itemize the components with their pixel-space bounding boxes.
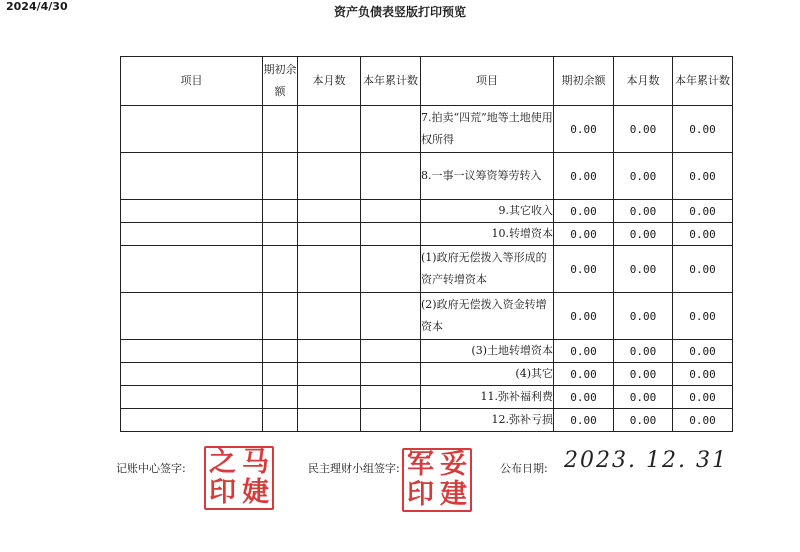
opening-balance-cell: 0.00 [554,106,614,153]
table-row [121,223,733,246]
item-label: 12.弥补亏损 [421,409,554,432]
ytd-amount-cell: 0.00 [673,340,733,363]
month-amount-cell: 0.00 [614,293,673,340]
opening-balance-cell: 0.00 [554,223,614,246]
balance-sheet-table [120,56,733,432]
table-row [121,293,733,340]
item-label: 8.一事一议筹资筹劳转入 [421,153,554,200]
month-amount-cell: 0.00 [614,246,673,293]
month-amount-cell: 0.00 [614,340,673,363]
publish-date-label: 公布日期: [500,462,548,475]
seal-char: 婕 [242,477,269,508]
month-amount-cell: 0.00 [614,386,673,409]
column-header: 本月数 [298,57,361,106]
item-label: (2)政府无偿拨入资金转增资本 [421,293,554,340]
month-amount-cell: 0.00 [614,409,673,432]
ytd-amount-cell: 0.00 [673,106,733,153]
column-header: 期初余额 [263,57,298,106]
accounting-sign-label: 记账中心签字: [116,462,186,475]
column-header: 本月数 [614,57,673,106]
item-label: 7.拍卖“四荒”地等土地使用权所得 [421,106,554,153]
item-label: (4)其它 [421,363,554,386]
column-header: 本年累计数 [673,57,733,106]
opening-balance-cell: 0.00 [554,293,614,340]
page-title: 资产负债表竖版打印预览 [333,5,466,19]
table-header-row [121,57,733,106]
seal-char: 建 [440,479,467,510]
ytd-amount-cell: 0.00 [673,363,733,386]
finance-group-seal-stamp [402,448,472,512]
table-row [121,200,733,223]
month-amount-cell: 0.00 [614,106,673,153]
ytd-amount-cell: 0.00 [673,200,733,223]
column-header: 本年累计数 [361,57,421,106]
seal-char: 妥 [440,449,467,480]
ytd-amount-cell: 0.00 [673,153,733,200]
finance-group-sign-label: 民主理财小组签字: [308,462,400,475]
item-label: (1)政府无偿拨入等形成的资产转增资本 [421,246,554,293]
opening-balance-cell: 0.00 [554,409,614,432]
month-amount-cell: 0.00 [614,363,673,386]
table-row [121,246,733,293]
seal-char: 之 [209,447,236,478]
opening-balance-cell: 0.00 [554,246,614,293]
table-row [121,106,733,153]
month-amount-cell: 0.00 [614,153,673,200]
column-header: 项目 [421,57,554,106]
opening-balance-cell: 0.00 [554,386,614,409]
seal-char: 印 [209,477,236,508]
item-label: 11.弥补福利费 [421,386,554,409]
table-row [121,409,733,432]
month-amount-cell: 0.00 [614,223,673,246]
opening-balance-cell: 0.00 [554,363,614,386]
month-amount-cell: 0.00 [614,200,673,223]
accounting-seal-stamp [204,446,274,510]
ytd-amount-cell: 0.00 [673,293,733,340]
print-date: 2024/4/30 [6,0,68,13]
table-row [121,340,733,363]
ytd-amount-cell: 0.00 [673,246,733,293]
seal-char: 马 [242,447,269,478]
opening-balance-cell: 0.00 [554,340,614,363]
ytd-amount-cell: 0.00 [673,223,733,246]
column-header: 期初余额 [554,57,614,106]
ytd-amount-cell: 0.00 [673,386,733,409]
ytd-amount-cell: 0.00 [673,409,733,432]
seal-char: 印 [407,479,434,510]
table-row [121,386,733,409]
opening-balance-cell: 0.00 [554,200,614,223]
item-label: 10.转增资本 [421,223,554,246]
item-label: 9.其它收入 [421,200,554,223]
column-header: 项目 [121,57,263,106]
seal-char: 军 [407,449,434,480]
publish-date-handwritten: 2023. 12. 31 [564,448,728,473]
item-label: (3)土地转增资本 [421,340,554,363]
table-row [121,363,733,386]
table-row [121,153,733,200]
opening-balance-cell: 0.00 [554,153,614,200]
